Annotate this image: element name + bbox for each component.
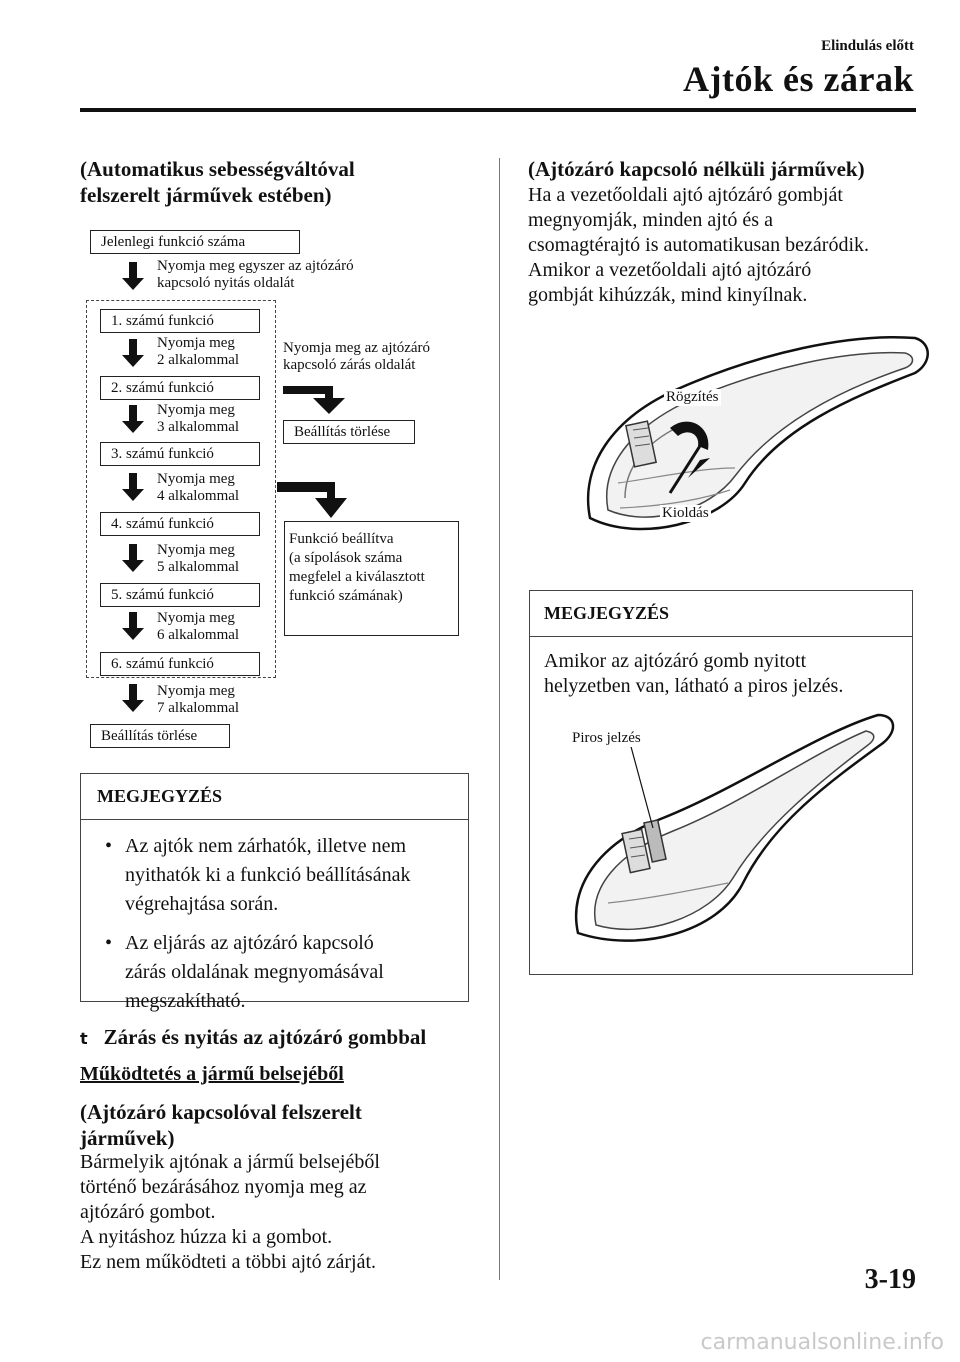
note-title: MEGJEGYZÉS bbox=[530, 591, 912, 637]
down-arrow-icon bbox=[122, 262, 144, 290]
note-bullet: • Az ajtók nem zárhatók, illetve nem nyithatók ki a funkció beállításának végrehajtása során. bbox=[81, 832, 468, 919]
press-7-text: Nyomja meg 7 alkalommal bbox=[157, 683, 240, 716]
down-arrow-icon bbox=[122, 405, 144, 433]
function-4-box: 4. számú funkció bbox=[100, 512, 260, 536]
note-bullet: • Az eljárás az ajtózáró kapcsoló zárás oldalának megnyomásával megszakítható. bbox=[81, 929, 468, 1016]
function-2-box: 2. számú funkció bbox=[100, 376, 260, 400]
function-5-box: 5. számú funkció bbox=[100, 583, 260, 607]
press-3-text: Nyomja meg 3 alkalommal bbox=[157, 402, 240, 435]
function-set-box: Funkció beállítva (a sípolások száma megfelel a kiválasztott funkció számának) bbox=[284, 521, 459, 636]
watermark: carmanualsonline.info bbox=[700, 1330, 944, 1355]
note-box-left bbox=[80, 773, 469, 1012]
red-indicator-label: Piros jelzés bbox=[572, 730, 641, 746]
column-divider bbox=[499, 158, 500, 1280]
left-paragraph: Bármelyik ajtónak a jármű belsejéből történő bezárásához nyomja meg az ajtózáró gombot. A nyitáshoz húzza ki a gombot. Ez nem működteti a többi ajtó zárját. bbox=[80, 1151, 380, 1273]
down-arrow-icon bbox=[122, 473, 144, 501]
note-title: MEGJEGYZÉS bbox=[81, 774, 468, 820]
unlock-label: Kioldás bbox=[662, 505, 709, 521]
page-number: 3-19 bbox=[864, 1264, 916, 1295]
down-arrow-icon bbox=[122, 339, 144, 367]
right-paragraph: Ha a vezetőoldali ajtó ajtózáró gombját megnyomják, minden ajtó és a csomagtérajtó is automatikusan bezáródik. Amikor a vezetőoldali ajtó ajtózáró gombját kihúzzák, mind kinyílnak. bbox=[528, 184, 870, 306]
bent-arrow-icon bbox=[277, 480, 367, 518]
left-heading: (Automatikus sebességváltóval felszerelt járművek estében) bbox=[80, 157, 355, 207]
header-rule bbox=[80, 108, 916, 112]
subsection-underline: Működtetés a jármű belsejéből bbox=[80, 1063, 344, 1085]
section-label: Elindulás előtt bbox=[821, 38, 914, 54]
press-2-text: Nyomja meg 2 alkalommal bbox=[157, 335, 240, 368]
subsection-heading: (Ajtózáró kapcsolóval felszerelt járművek) bbox=[80, 1100, 362, 1150]
bullet-dot-icon: • bbox=[105, 932, 113, 954]
page-title: Ajtók és zárak bbox=[683, 59, 914, 99]
press-5-text: Nyomja meg 5 alkalommal bbox=[157, 542, 240, 575]
clear-setting-right-box: Beállítás törlése bbox=[283, 420, 415, 444]
press-close-text: Nyomja meg az ajtózáró kapcsoló zárás oldalát bbox=[283, 340, 431, 373]
press-4-text: Nyomja meg 4 alkalommal bbox=[157, 471, 240, 504]
section-marker: t bbox=[80, 1029, 88, 1048]
right-heading: (Ajtózáró kapcsoló nélküli járművek) bbox=[528, 157, 865, 181]
note-box-right bbox=[529, 590, 913, 975]
function-1-box: 1. számú funkció bbox=[100, 309, 260, 333]
down-arrow-icon bbox=[122, 612, 144, 640]
current-function-box: Jelenlegi funkció száma bbox=[90, 230, 300, 254]
bent-arrow-icon bbox=[283, 378, 363, 414]
door-handle-lock-illustration bbox=[570, 318, 940, 558]
note-text: Amikor az ajtózáró gomb nyitott helyzetben van, látható a piros jelzés. bbox=[544, 650, 844, 697]
clear-setting-bottom-box: Beállítás törlése bbox=[90, 724, 230, 748]
function-6-box: 6. számú funkció bbox=[100, 652, 260, 676]
function-3-box: 3. számú funkció bbox=[100, 442, 260, 466]
section-heading: t Zárás és nyitás az ajtózáró gombbal bbox=[80, 1025, 427, 1049]
bullet-dot-icon: • bbox=[105, 835, 113, 857]
press-open-text: Nyomja meg egyszer az ajtózáró kapcsoló nyitás oldalát bbox=[157, 258, 354, 291]
down-arrow-icon bbox=[122, 544, 144, 572]
down-arrow-icon bbox=[122, 684, 144, 712]
press-6-text: Nyomja meg 6 alkalommal bbox=[157, 610, 240, 643]
lock-label: Rögzítés bbox=[666, 389, 719, 405]
